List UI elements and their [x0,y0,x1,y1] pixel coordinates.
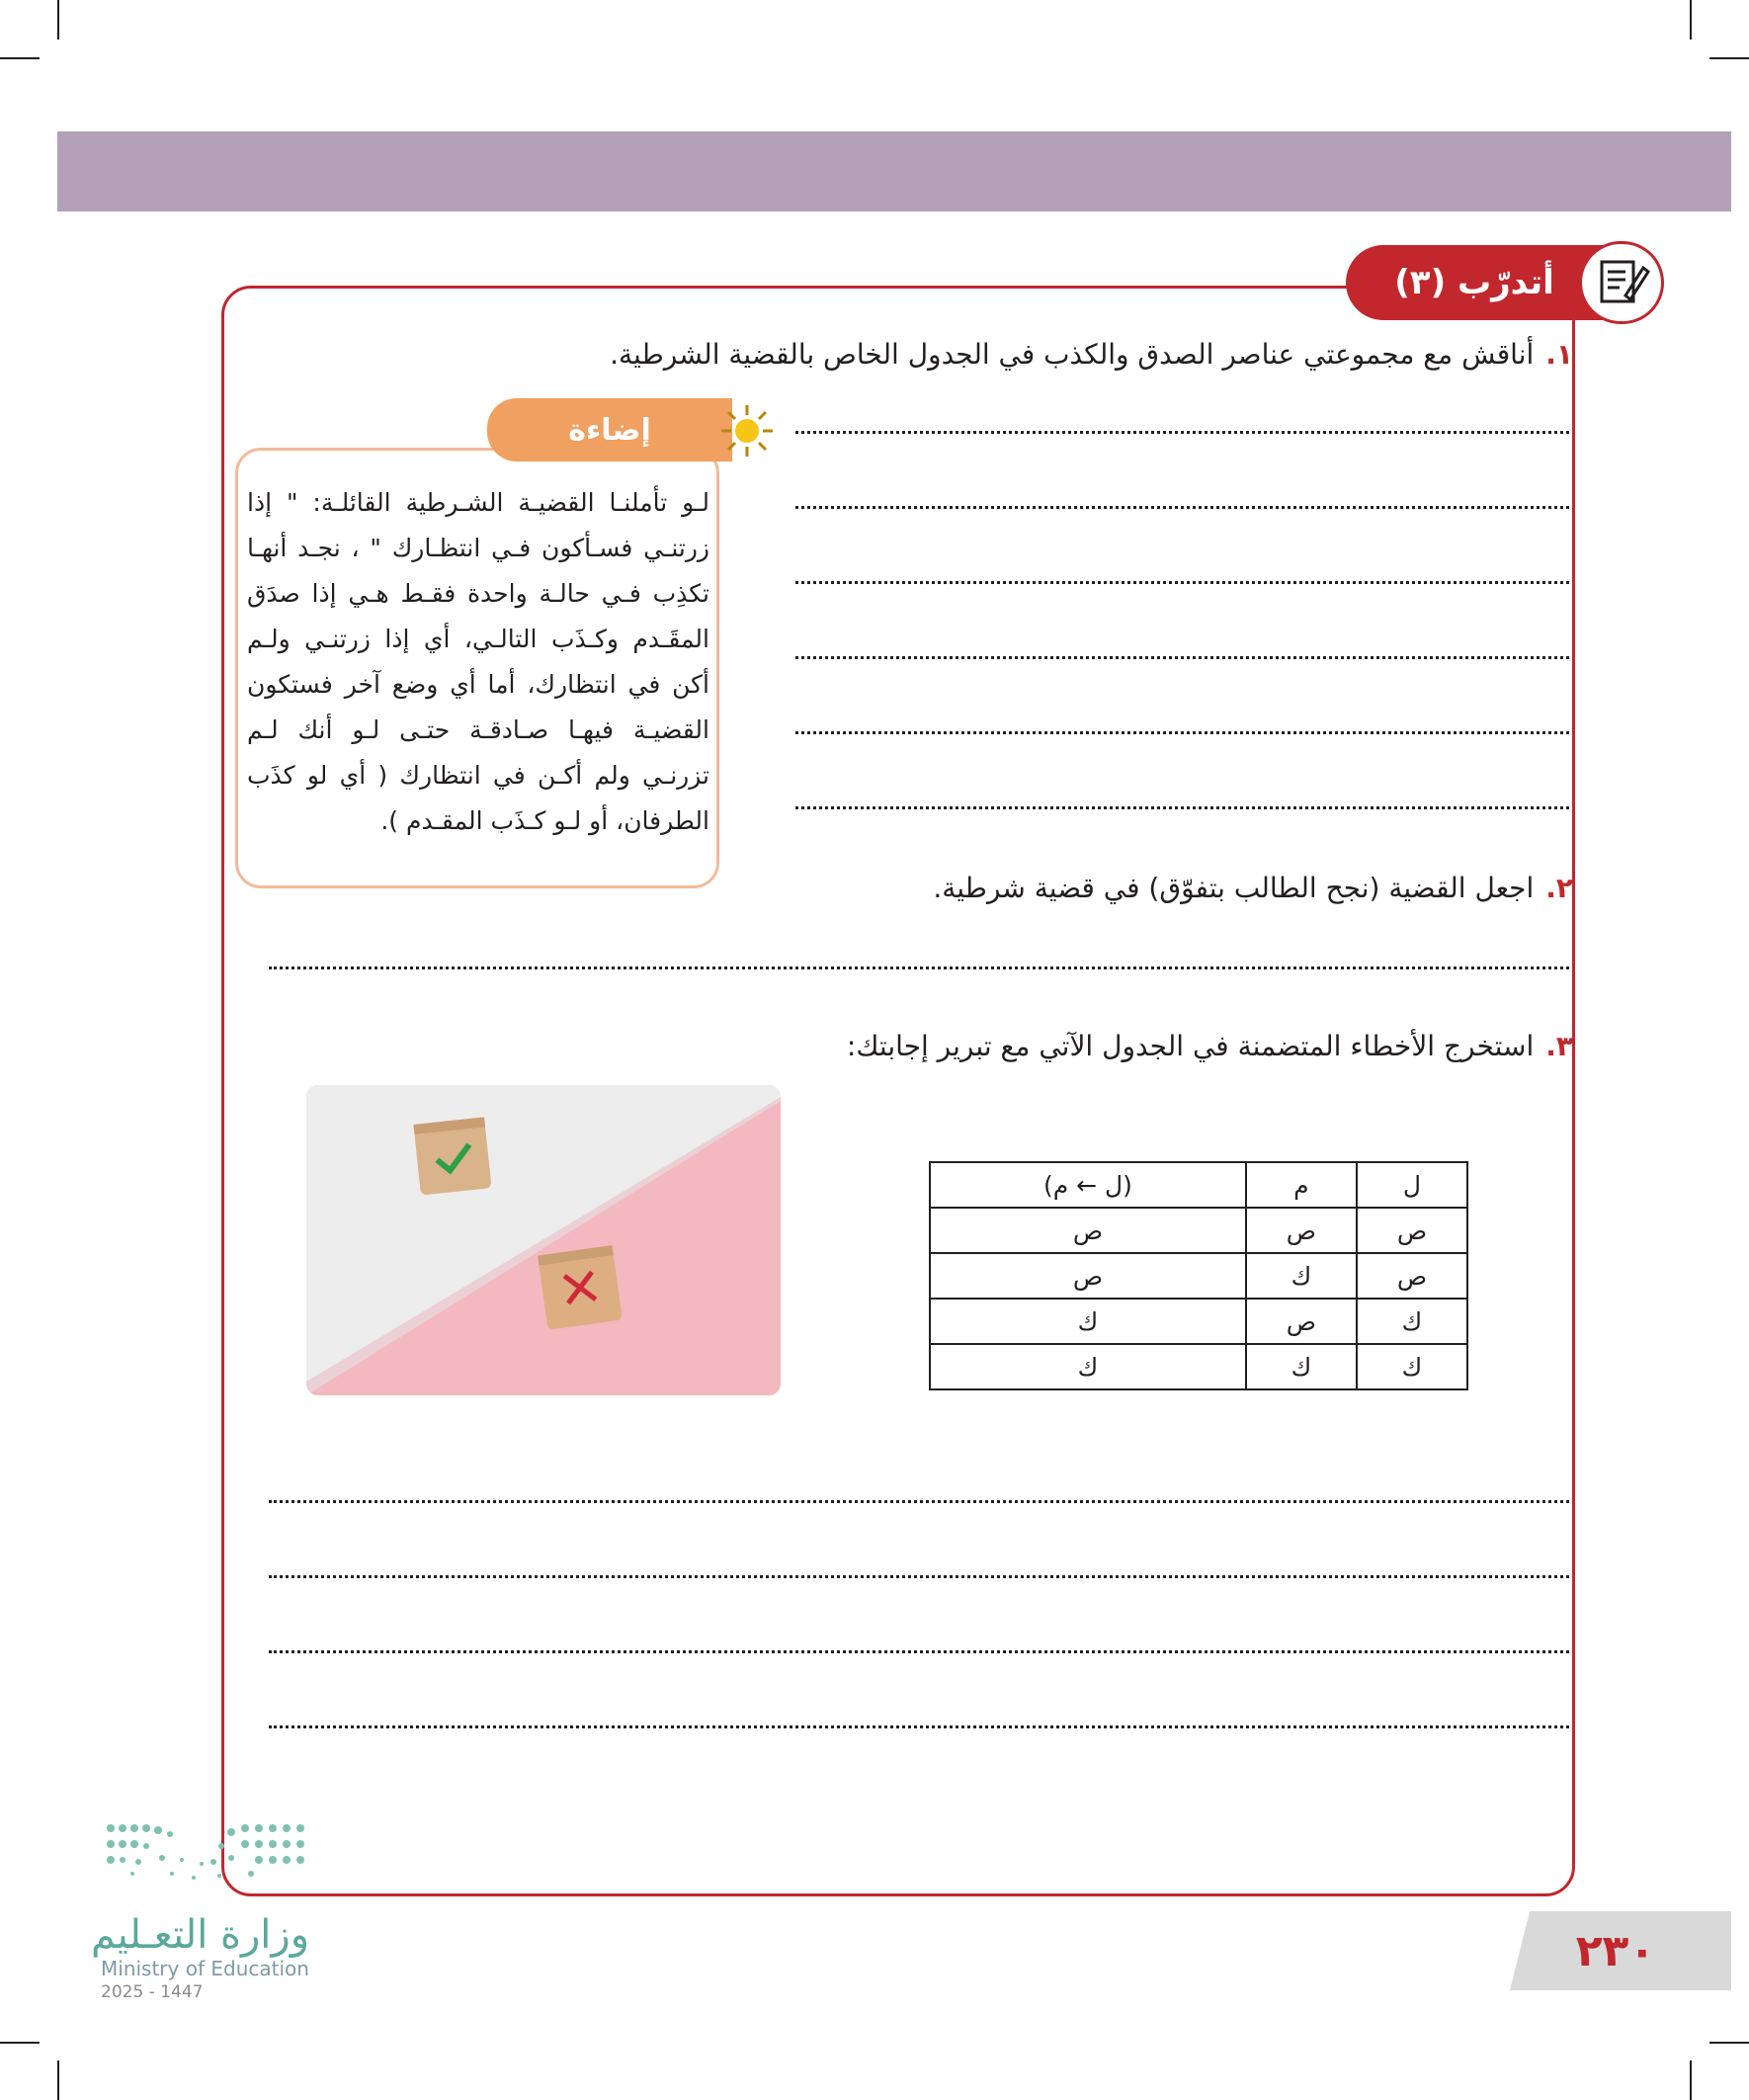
ministry-logo-dots-icon [103,1820,314,1890]
answer-line[interactable] [795,506,1569,509]
table-cell: ك [930,1299,1246,1344]
answer-line[interactable] [269,1500,1569,1503]
question-2 [933,872,1573,904]
table-row [930,1299,1467,1344]
answer-line[interactable] [795,806,1569,809]
table-row [930,1344,1467,1389]
answer-line[interactable] [269,1725,1569,1728]
table-header: م [1246,1162,1357,1208]
table-cell: ك [1246,1253,1357,1299]
crop-mark [1690,0,1692,40]
tip-label: إضاءة [487,398,732,462]
question-1-number: ١. [1545,338,1573,371]
question-3-number: ٣. [1545,1030,1573,1062]
check-cross-cubes-photo [306,1085,781,1395]
answer-line[interactable] [795,431,1569,434]
truth-table [929,1161,1468,1390]
sun-icon [719,403,775,459]
table-header-row [930,1162,1467,1208]
ministry-name-english: Ministry of Education [101,1957,309,1980]
crop-mark [0,57,40,59]
question-2-number: ٢. [1545,872,1573,904]
crop-mark [1709,2042,1749,2044]
page-number: ٢٣٠ [1575,1925,1656,1976]
question-1 [610,338,1573,371]
table-cell: ص [1246,1299,1357,1344]
cross-cube [538,1245,623,1330]
table-cell: ص [1357,1253,1467,1299]
ministry-name-arabic: وزارة التعـليم [91,1912,310,1958]
crop-mark [0,2042,40,2044]
table-row [930,1253,1467,1299]
question-1-text: أناقش مع مجموعتي عناصر الصدق والكذب في الجدول الخاص بالقضية الشرطية. [610,338,1535,371]
question-3-text: استخرج الأخطاء المتضمنة في الجدول الآتي مع تبرير إجابتك: [846,1030,1535,1062]
table-cell: ك [1357,1299,1467,1344]
tip-text: لـو تأملنـا القضيـة الشـرطية القائلـة: " إذا زرتنـي فسـأكون فـي انتظـارك " ، نجـد أنهـا تكذِب فـي حالـة واحدة فقـط هـي إذا صدَق المقَـدم وكـذَب التالـي، أي إذا زرتنـي ولـم أكن في انتظارك، أما أي وضع آخر فستكون القضيـة فيهـا صـادقـة حتـى لـو أنك لـم تزرنـي ولم أكـن في انتظارك ( أي لو كذَب الطرفان، أو لـو كـذَب المقـدم ). [247,488,709,835]
header-band [57,131,1731,211]
answer-line[interactable] [269,966,1569,969]
table-cell: ك [1357,1344,1467,1389]
answer-line[interactable] [795,731,1569,734]
table-cell: ص [1246,1208,1357,1253]
check-cube [413,1117,491,1195]
question-2-text: اجعل القضية (نجح الطالب بتفوّق) في قضية شرطية. [933,872,1535,904]
notepad-pencil-icon [1579,241,1664,324]
table-header: ل [1357,1162,1467,1208]
table-row [930,1208,1467,1253]
table-cell: ص [1357,1208,1467,1253]
crop-mark [1709,57,1749,59]
answer-line[interactable] [795,581,1569,584]
answer-line[interactable] [269,1575,1569,1578]
table-cell: ك [1246,1344,1357,1389]
crop-mark [57,2060,59,2100]
table-cell: ص [930,1208,1246,1253]
crop-mark [57,0,59,40]
table-header: (ل ← م) [930,1162,1246,1208]
answer-line[interactable] [269,1650,1569,1653]
exercise-title: أتدرّب (٣) [1346,245,1603,320]
table-cell: ص [930,1253,1246,1299]
question-3 [847,1030,1573,1062]
edition-year: 2025 - 1447 [101,1982,204,2002]
answer-line[interactable] [795,656,1569,659]
crop-mark [1690,2060,1692,2100]
table-cell: ك [930,1344,1246,1389]
